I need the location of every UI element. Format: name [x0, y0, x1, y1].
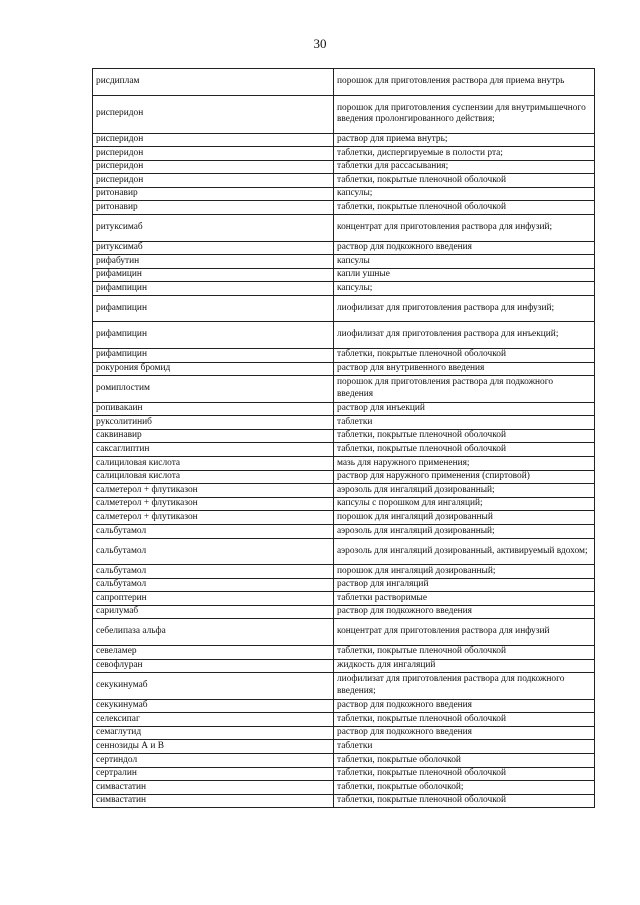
- dosage-form-cell: таблетки, покрытые пленочной оболочкой: [334, 767, 595, 781]
- drug-name-cell: рифампицин: [93, 348, 334, 362]
- dosage-form-cell: таблетки, покрытые пленочной оболочкой: [334, 174, 595, 188]
- table-row: [93, 673, 595, 700]
- dosage-form-cell: лиофилизат для приготовления раствора для инъекций;: [334, 322, 595, 349]
- dosage-form-cell: раствор для наружного применения (спиртовой): [334, 470, 595, 484]
- drug-name-cell: сарилумаб: [93, 605, 334, 619]
- table-row: [93, 402, 595, 416]
- drug-name-cell: салметерол + флутиказон: [93, 511, 334, 525]
- drug-name-cell: салициловая кислота: [93, 457, 334, 471]
- drug-name-cell: ромиплостим: [93, 376, 334, 403]
- dosage-form-cell: таблетки, покрытые пленочной оболочкой: [334, 201, 595, 215]
- dosage-form-cell: таблетки для рассасывания;: [334, 160, 595, 174]
- table-row: [93, 524, 595, 538]
- dosage-form-cell: таблетки, покрытые пленочной оболочкой: [334, 713, 595, 727]
- drug-name-cell: рисперидон: [93, 160, 334, 174]
- table-row: [93, 201, 595, 215]
- dosage-form-cell: раствор для подкожного введения: [334, 605, 595, 619]
- drug-name-cell: рисдиплам: [93, 69, 334, 96]
- drug-name-cell: сальбутамол: [93, 524, 334, 538]
- drug-name-cell: рифабутин: [93, 255, 334, 269]
- drug-name-cell: салметерол + флутиказон: [93, 497, 334, 511]
- dosage-form-cell: раствор для инъекций: [334, 402, 595, 416]
- drug-name-cell: саксаглиптин: [93, 443, 334, 457]
- drug-name-cell: ропивакаин: [93, 402, 334, 416]
- dosage-form-cell: мазь для наружного применения;: [334, 457, 595, 471]
- drug-name-cell: рифамицин: [93, 268, 334, 282]
- dosage-form-cell: капсулы: [334, 255, 595, 269]
- table-row: [93, 241, 595, 255]
- dosage-form-cell: порошок для ингаляций дозированный;: [334, 565, 595, 579]
- table-row: [93, 497, 595, 511]
- drug-name-cell: симвастатин: [93, 781, 334, 795]
- drug-name-cell: себелипаза альфа: [93, 619, 334, 646]
- table-row: [93, 605, 595, 619]
- dosage-form-cell: порошок для приготовления раствора для подкожного введения: [334, 376, 595, 403]
- dosage-form-cell: таблетки, диспергируемые в полости рта;: [334, 147, 595, 161]
- table-row: [93, 215, 595, 242]
- drug-name-cell: сальбутамол: [93, 565, 334, 579]
- table-row: [93, 484, 595, 498]
- table-row: [93, 592, 595, 606]
- dosage-form-cell: раствор для приема внутрь;: [334, 133, 595, 147]
- drug-name-cell: сальбутамол: [93, 538, 334, 565]
- table-row: [93, 255, 595, 269]
- drug-name-cell: сальбутамол: [93, 578, 334, 592]
- drug-name-cell: рифампицин: [93, 295, 334, 322]
- drug-name-cell: сертиндол: [93, 754, 334, 768]
- table-row: [93, 174, 595, 188]
- dosage-form-cell: таблетки: [334, 740, 595, 754]
- table-row: [93, 322, 595, 349]
- drug-name-cell: сертралин: [93, 767, 334, 781]
- table-row: [93, 699, 595, 713]
- drug-name-cell: секукинумаб: [93, 673, 334, 700]
- drug-name-cell: рокурония бромид: [93, 362, 334, 376]
- drug-name-cell: рифампицин: [93, 322, 334, 349]
- table-row: [93, 713, 595, 727]
- table-row: [93, 348, 595, 362]
- page-number: 30: [313, 36, 327, 51]
- table-row: [93, 295, 595, 322]
- table-row: [93, 754, 595, 768]
- dosage-form-cell: концентрат для приготовления раствора для инфузий: [334, 619, 595, 646]
- table-row: [93, 282, 595, 296]
- table-row: [93, 740, 595, 754]
- drug-name-cell: семаглутид: [93, 726, 334, 740]
- dosage-form-cell: раствор для подкожного введения: [334, 699, 595, 713]
- drug-name-cell: салициловая кислота: [93, 470, 334, 484]
- table-row: [93, 95, 595, 133]
- drug-name-cell: рисперидон: [93, 133, 334, 147]
- table-row: [93, 659, 595, 673]
- table-row: [93, 362, 595, 376]
- table-row: [93, 69, 595, 96]
- dosage-form-cell: порошок для приготовления суспензии для внутримышечного введения пролонгированного действия;: [334, 95, 595, 133]
- table-row: [93, 511, 595, 525]
- drug-name-cell: севеламер: [93, 645, 334, 659]
- dosage-form-cell: капсулы с порошком для ингаляций;: [334, 497, 595, 511]
- table-row: [93, 781, 595, 795]
- table-row: [93, 794, 595, 808]
- drug-table: [92, 68, 595, 808]
- drug-name-cell: сеннозиды А и В: [93, 740, 334, 754]
- drug-name-cell: селексипаг: [93, 713, 334, 727]
- dosage-form-cell: аэрозоль для ингаляций дозированный;: [334, 524, 595, 538]
- table-row: [93, 160, 595, 174]
- table-row: [93, 133, 595, 147]
- table-row: [93, 767, 595, 781]
- dosage-form-cell: таблетки, покрытые пленочной оболочкой: [334, 429, 595, 443]
- dosage-form-cell: раствор для подкожного введения: [334, 241, 595, 255]
- table-row: [93, 619, 595, 646]
- dosage-form-cell: аэрозоль для ингаляций дозированный, активируемый вдохом;: [334, 538, 595, 565]
- drug-name-cell: рисперидон: [93, 147, 334, 161]
- dosage-form-cell: лиофилизат для приготовления раствора для инфузий;: [334, 295, 595, 322]
- drug-name-cell: сапроптерин: [93, 592, 334, 606]
- dosage-form-cell: жидкость для ингаляций: [334, 659, 595, 673]
- dosage-form-cell: таблетки: [334, 416, 595, 430]
- drug-name-cell: рисперидон: [93, 95, 334, 133]
- dosage-form-cell: лиофилизат для приготовления раствора для подкожного введения;: [334, 673, 595, 700]
- table-row: [93, 376, 595, 403]
- table-row: [93, 578, 595, 592]
- drug-name-cell: симвастатин: [93, 794, 334, 808]
- dosage-form-cell: капсулы;: [334, 187, 595, 201]
- dosage-form-cell: таблетки, покрытые оболочкой: [334, 754, 595, 768]
- dosage-form-cell: таблетки, покрытые пленочной оболочкой: [334, 348, 595, 362]
- dosage-form-cell: концентрат для приготовления раствора для инфузий;: [334, 215, 595, 242]
- table-row: [93, 645, 595, 659]
- dosage-form-cell: аэрозоль для ингаляций дозированный;: [334, 484, 595, 498]
- dosage-form-cell: таблетки растворимые: [334, 592, 595, 606]
- dosage-form-cell: раствор для подкожного введения: [334, 726, 595, 740]
- drug-name-cell: ритонавир: [93, 187, 334, 201]
- dosage-form-cell: таблетки, покрытые оболочкой;: [334, 781, 595, 795]
- drug-name-cell: саквинавир: [93, 429, 334, 443]
- drug-name-cell: рифампицин: [93, 282, 334, 296]
- table-row: [93, 416, 595, 430]
- drug-name-cell: ритуксимаб: [93, 241, 334, 255]
- dosage-form-cell: таблетки, покрытые пленочной оболочкой: [334, 443, 595, 457]
- dosage-form-cell: капсулы;: [334, 282, 595, 296]
- table-row: [93, 443, 595, 457]
- table-row: [93, 538, 595, 565]
- drug-name-cell: руксолитиниб: [93, 416, 334, 430]
- table-row: [93, 470, 595, 484]
- dosage-form-cell: порошок для приготовления раствора для приема внутрь: [334, 69, 595, 96]
- table-row: [93, 726, 595, 740]
- table-row: [93, 187, 595, 201]
- drug-name-cell: секукинумаб: [93, 699, 334, 713]
- dosage-form-cell: таблетки, покрытые пленочной оболочкой: [334, 645, 595, 659]
- table-row: [93, 268, 595, 282]
- drug-name-cell: рисперидон: [93, 174, 334, 188]
- dosage-form-cell: раствор для внутривенного введения: [334, 362, 595, 376]
- table-row: [93, 457, 595, 471]
- drug-name-cell: ритуксимаб: [93, 215, 334, 242]
- drug-name-cell: ритонавир: [93, 201, 334, 215]
- dosage-form-cell: порошок для ингаляций дозированный: [334, 511, 595, 525]
- dosage-form-cell: раствор для ингаляций: [334, 578, 595, 592]
- drug-name-cell: севофлуран: [93, 659, 334, 673]
- dosage-form-cell: капли ушные: [334, 268, 595, 282]
- table-row: [93, 429, 595, 443]
- table-row: [93, 565, 595, 579]
- drug-table-body: [93, 69, 595, 808]
- dosage-form-cell: таблетки, покрытые пленочной оболочкой: [334, 794, 595, 808]
- table-row: [93, 147, 595, 161]
- drug-name-cell: салметерол + флутиказон: [93, 484, 334, 498]
